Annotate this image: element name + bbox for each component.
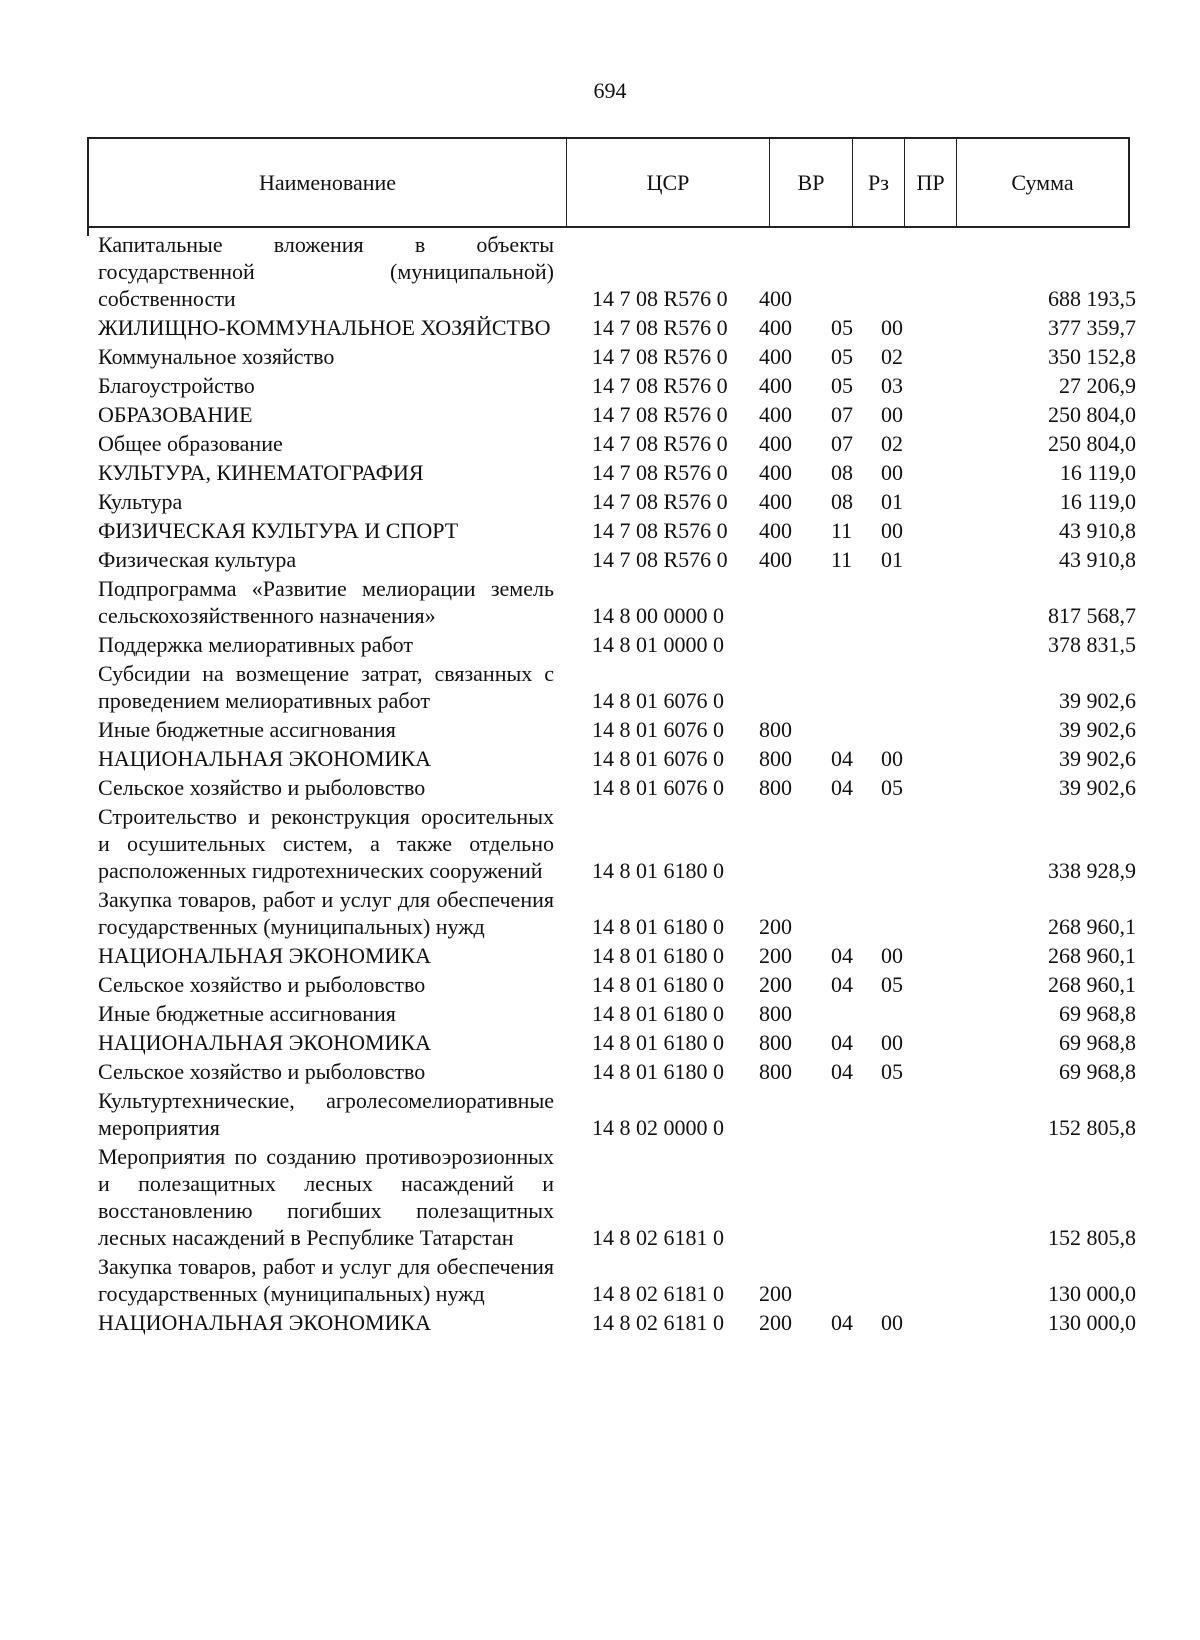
row-name: Физическая культура <box>98 547 297 572</box>
row-pr: 02 <box>881 344 903 369</box>
row-pr: 00 <box>881 1310 903 1335</box>
table-row <box>98 1000 1138 1027</box>
row-sum: 130 000,0 <box>1048 1281 1136 1306</box>
row-name: Подпрограмма «Развитие мелиорации земель сельскохозяйственного назначения» <box>98 576 554 628</box>
row-csr: 14 8 01 6076 0 <box>592 775 724 800</box>
row-rz: 11 <box>831 518 853 543</box>
row-name: Мероприятия по созданию противоэрозионных и полезащитных лесных насаждений и восстановлению погибших полезащитных лесных насаждений в Республике Татарстан <box>98 1144 554 1250</box>
row-name: Сельское хозяйство и рыболовство <box>98 775 426 800</box>
row-name: Закупка товаров, работ и услуг для обеспечения государственных (муниципальных) нужд <box>98 887 554 939</box>
table-row <box>98 488 1138 515</box>
row-csr: 14 7 08 R576 0 <box>592 373 728 398</box>
table-row <box>98 1143 1138 1251</box>
row-name: Поддержка мелиоративных работ <box>98 632 413 657</box>
row-rz: 04 <box>831 943 853 968</box>
row-name: Иные бюджетные ассигнования <box>98 717 396 742</box>
row-vr: 800 <box>759 1030 792 1055</box>
row-csr: 14 8 01 6180 0 <box>592 858 724 883</box>
row-sum: 27 206,9 <box>1059 373 1136 398</box>
header-name: Наименование <box>89 139 567 226</box>
row-pr: 00 <box>881 746 903 771</box>
row-csr: 14 8 02 0000 0 <box>592 1115 724 1140</box>
table-row <box>98 971 1138 998</box>
row-sum: 250 804,0 <box>1048 431 1136 456</box>
row-csr: 14 8 01 6180 0 <box>592 943 724 968</box>
row-vr: 200 <box>759 914 792 939</box>
row-csr: 14 8 01 6076 0 <box>592 717 724 742</box>
row-csr: 14 7 08 R576 0 <box>592 286 728 311</box>
row-csr: 14 7 08 R576 0 <box>592 431 728 456</box>
table-row <box>98 716 1138 743</box>
table-row <box>98 343 1138 370</box>
row-sum: 268 960,1 <box>1048 914 1136 939</box>
row-sum: 350 152,8 <box>1048 344 1136 369</box>
table-row <box>98 886 1138 940</box>
row-name: Закупка товаров, работ и услуг для обеспечения государственных (муниципальных) нужд <box>98 1254 554 1306</box>
row-csr: 14 8 02 6181 0 <box>592 1225 724 1250</box>
row-csr: 14 7 08 R576 0 <box>592 489 728 514</box>
table-row <box>98 517 1138 544</box>
row-pr: 00 <box>881 1030 903 1055</box>
row-vr: 800 <box>759 1001 792 1026</box>
table-row <box>98 1029 1138 1056</box>
row-csr: 14 8 02 6181 0 <box>592 1310 724 1335</box>
row-pr: 01 <box>881 489 903 514</box>
row-rz: 04 <box>831 1030 853 1055</box>
row-pr: 03 <box>881 373 903 398</box>
row-pr: 05 <box>881 1059 903 1084</box>
table-row <box>98 745 1138 772</box>
row-name: Капитальные вложения в объекты государственной (муниципальной) собственности <box>98 232 554 311</box>
row-vr: 400 <box>759 460 792 485</box>
row-csr: 14 8 02 6181 0 <box>592 1281 724 1306</box>
row-vr: 800 <box>759 775 792 800</box>
row-rz: 05 <box>831 315 853 340</box>
row-name: Культура <box>98 489 183 514</box>
row-csr: 14 8 01 6076 0 <box>592 746 724 771</box>
row-sum: 378 831,5 <box>1048 632 1136 657</box>
table-row <box>98 1058 1138 1085</box>
row-sum: 69 968,8 <box>1059 1001 1136 1026</box>
row-rz: 07 <box>831 402 853 427</box>
row-csr: 14 8 01 0000 0 <box>592 632 724 657</box>
row-vr: 800 <box>759 1059 792 1084</box>
table-row <box>98 546 1138 573</box>
row-vr: 200 <box>759 1281 792 1306</box>
row-name: Общее образование <box>98 431 283 456</box>
row-sum: 130 000,0 <box>1048 1310 1136 1335</box>
row-sum: 39 902,6 <box>1059 775 1136 800</box>
row-csr: 14 7 08 R576 0 <box>592 547 728 572</box>
row-name: Сельское хозяйство и рыболовство <box>98 972 426 997</box>
row-vr: 400 <box>759 373 792 398</box>
row-name: Культуртехнические, агролесомелиоративные мероприятия <box>98 1088 554 1140</box>
row-name: КУЛЬТУРА, КИНЕМАТОГРАФИЯ <box>98 460 424 485</box>
row-sum: 152 805,8 <box>1048 1115 1136 1140</box>
row-pr: 00 <box>881 518 903 543</box>
table-body <box>98 231 1138 1338</box>
row-sum: 69 968,8 <box>1059 1059 1136 1084</box>
row-name: ОБРАЗОВАНИЕ <box>98 402 253 427</box>
table-row <box>98 1087 1138 1141</box>
row-name: НАЦИОНАЛЬНАЯ ЭКОНОМИКА <box>98 1030 432 1055</box>
row-vr: 400 <box>759 518 792 543</box>
row-vr: 800 <box>759 717 792 742</box>
row-rz: 04 <box>831 775 853 800</box>
row-vr: 400 <box>759 547 792 572</box>
table-row <box>98 575 1138 629</box>
row-name: Строительство и реконструкция оросительных и осушительных систем, а также отдельно расположенных гидротехнических сооружений <box>98 804 554 883</box>
row-rz: 05 <box>831 373 853 398</box>
header-rz: Рз <box>853 139 905 226</box>
row-sum: 152 805,8 <box>1048 1225 1136 1250</box>
row-rz: 08 <box>831 489 853 514</box>
row-rz: 04 <box>831 972 853 997</box>
row-sum: 268 960,1 <box>1048 943 1136 968</box>
row-name: НАЦИОНАЛЬНАЯ ЭКОНОМИКА <box>98 943 432 968</box>
table-row <box>98 1309 1138 1336</box>
row-pr: 01 <box>881 547 903 572</box>
row-vr: 800 <box>759 746 792 771</box>
row-name: Иные бюджетные ассигнования <box>98 1001 396 1026</box>
row-csr: 14 7 08 R576 0 <box>592 518 728 543</box>
row-pr: 00 <box>881 315 903 340</box>
header-sum: Сумма <box>1011 169 1074 195</box>
row-name: Благоустройство <box>98 373 255 398</box>
row-rz: 04 <box>831 1059 853 1084</box>
row-name: Субсидии на возмещение затрат, связанных с проведением мелиоративных работ <box>98 661 554 713</box>
table-row <box>98 430 1138 457</box>
row-rz: 05 <box>831 344 853 369</box>
row-sum: 69 968,8 <box>1059 1030 1136 1055</box>
table-row <box>98 372 1138 399</box>
row-sum: 16 119,0 <box>1059 460 1136 485</box>
row-vr: 400 <box>759 489 792 514</box>
row-csr: 14 7 08 R576 0 <box>592 402 728 427</box>
row-sum: 250 804,0 <box>1048 402 1136 427</box>
row-name: ЖИЛИЩНО-КОММУНАЛЬНОЕ ХОЗЯЙСТВО <box>98 315 551 340</box>
row-sum: 338 928,9 <box>1048 858 1136 883</box>
row-name: Коммунальное хозяйство <box>98 344 335 369</box>
table-left-rule <box>87 228 89 236</box>
table-row <box>98 314 1138 341</box>
row-csr: 14 8 01 6180 0 <box>592 914 724 939</box>
table-row <box>98 231 1138 312</box>
row-pr: 00 <box>881 402 903 427</box>
row-pr: 05 <box>881 972 903 997</box>
table-row <box>98 401 1138 428</box>
row-sum: 39 902,6 <box>1059 746 1136 771</box>
table-row <box>98 1253 1138 1307</box>
row-rz: 11 <box>831 547 853 572</box>
table-row <box>98 631 1138 658</box>
table-row <box>98 774 1138 801</box>
row-name: НАЦИОНАЛЬНАЯ ЭКОНОМИКА <box>98 746 432 771</box>
table-row <box>98 660 1138 714</box>
row-pr: 02 <box>881 431 903 456</box>
table-row <box>98 459 1138 486</box>
row-sum: 817 568,7 <box>1048 603 1136 628</box>
row-rz: 04 <box>831 1310 853 1335</box>
row-name: ФИЗИЧЕСКАЯ КУЛЬТУРА И СПОРТ <box>98 518 459 543</box>
row-rz: 08 <box>831 460 853 485</box>
table-header <box>87 137 1130 228</box>
header-csr: ЦСР <box>567 139 770 226</box>
page-number: 694 <box>593 78 627 103</box>
row-sum: 377 359,7 <box>1048 315 1136 340</box>
row-sum: 688 193,5 <box>1048 286 1136 311</box>
row-name: НАЦИОНАЛЬНАЯ ЭКОНОМИКА <box>98 1310 432 1335</box>
row-rz: 04 <box>831 746 853 771</box>
row-pr: 00 <box>881 943 903 968</box>
header-vr: ВР <box>770 139 853 226</box>
row-sum: 39 902,6 <box>1059 688 1136 713</box>
row-csr: 14 7 08 R576 0 <box>592 315 728 340</box>
row-vr: 400 <box>759 315 792 340</box>
table-row <box>98 942 1138 969</box>
row-csr: 14 8 01 6180 0 <box>592 1030 724 1055</box>
row-sum: 16 119,0 <box>1059 489 1136 514</box>
row-vr: 200 <box>759 943 792 968</box>
row-csr: 14 8 01 6180 0 <box>592 972 724 997</box>
row-csr: 14 7 08 R576 0 <box>592 344 728 369</box>
row-csr: 14 8 01 6180 0 <box>592 1059 724 1084</box>
row-vr: 400 <box>759 286 792 311</box>
row-pr: 05 <box>881 775 903 800</box>
row-name: Сельское хозяйство и рыболовство <box>98 1059 426 1084</box>
row-sum: 43 910,8 <box>1059 547 1136 572</box>
row-vr: 400 <box>759 344 792 369</box>
row-csr: 14 8 01 6076 0 <box>592 688 724 713</box>
row-vr: 400 <box>759 402 792 427</box>
row-pr: 00 <box>881 460 903 485</box>
table-row <box>98 803 1138 884</box>
row-sum: 268 960,1 <box>1048 972 1136 997</box>
row-vr: 200 <box>759 972 792 997</box>
row-vr: 200 <box>759 1310 792 1335</box>
row-vr: 400 <box>759 431 792 456</box>
row-sum: 43 910,8 <box>1059 518 1136 543</box>
header-pr: ПР <box>905 139 957 226</box>
row-rz: 07 <box>831 431 853 456</box>
row-csr: 14 7 08 R576 0 <box>592 460 728 485</box>
row-csr: 14 8 01 6180 0 <box>592 1001 724 1026</box>
row-sum: 39 902,6 <box>1059 717 1136 742</box>
row-csr: 14 8 00 0000 0 <box>592 603 724 628</box>
